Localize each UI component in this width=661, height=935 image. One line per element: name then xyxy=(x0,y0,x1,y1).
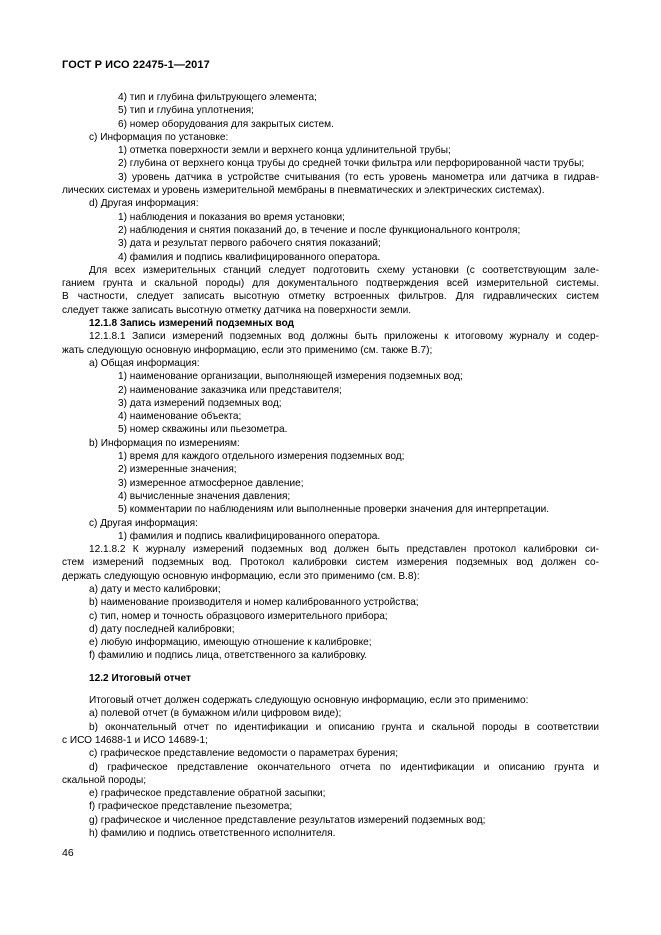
text-line: 5) комментарии по наблюдениям или выполненные проверки значения для интерпретации. xyxy=(118,504,550,516)
text-line: Для всех измерительных станций следует подготовить схему установки (с соответствующим зале- xyxy=(89,264,599,276)
text-line: g) графическое и численное представление результатов измерений подземных вод; xyxy=(89,814,486,826)
text-line: f) графическое представление пьезометра; xyxy=(89,801,293,813)
text-line: 2) глубина от верхнего конца трубы до средней точки фильтра или перфорированной части трубы; xyxy=(118,158,585,170)
text-line: 3) дата измерений подземных вод; xyxy=(118,397,282,409)
section-heading: 12.1.8 Запись измерений подземных вод xyxy=(89,318,295,330)
text-line: 12.1.8.2 К журналу измерений подземных вод должен быть представлен протокол калибровки си- xyxy=(89,544,599,556)
text-line: 3) дата и результат первого рабочего снятия показаний; xyxy=(118,238,381,250)
text-line: В частности, следует записать высотную отметку встроенных фильтров. Для гидравлических систем xyxy=(62,291,599,303)
document-header: ГОСТ Р ИСО 22475-1—2017 xyxy=(62,59,210,71)
text-line: e) любую информацию, имеющую отношение к калибровке; xyxy=(89,637,372,649)
text-line: 6) номер оборудования для закрытых систем. xyxy=(118,118,334,130)
text-line: 1) наименование организации, выполняющей измерения подземных вод; xyxy=(118,371,463,383)
page-number: 46 xyxy=(62,847,74,859)
text-line: d) дату последней калибровки; xyxy=(89,623,235,635)
text-line: 2) наблюдения и снятия показаний до, в течение и после функционального контроля; xyxy=(118,224,521,236)
text-line: 4) фамилия и подпись квалифицированного оператора. xyxy=(118,251,381,263)
text-line: с ИСО 14688-1 и ИСО 14689-1; xyxy=(62,734,208,746)
text-line: c) Информация по установке: xyxy=(89,131,229,143)
text-line: b) окончательный отчет по идентификации и описанию грунта и скальной породы в соответствии xyxy=(89,721,599,733)
text-line: 2) измеренные значения; xyxy=(118,464,237,476)
text-line: лических системах и уровень измерительной мембраны в пневматических и электрических системах). xyxy=(62,185,545,197)
text-line: Итоговый отчет должен содержать следующую основную информацию, если это применимо: xyxy=(89,695,529,707)
text-line: a) Общая информация: xyxy=(89,357,200,369)
text-line: 5) тип и глубина уплотнения; xyxy=(118,105,254,117)
text-line: 1) отметка поверхности земли и верхнего конца удлинительной трубы; xyxy=(118,145,451,157)
text-line: 1) время для каждого отдельного измерения подземных вод; xyxy=(118,451,405,463)
text-line: держать следующую основную информацию, если это применимо (см. В.8): xyxy=(62,570,420,582)
text-line: 4) наименование объекта; xyxy=(118,411,242,423)
text-line: a) полевой отчет (в бумажном и/или цифровом виде); xyxy=(89,708,342,720)
text-line: 1) фамилия и подпись квалифицированного оператора. xyxy=(118,530,381,542)
text-line: 3) уровень датчика в устройстве считывания (то есть уровень манометра или датчика в гидрав- xyxy=(118,171,599,183)
text-line: ганием грунта и скальной породы) для документального подтверждения всей измерительной системы. xyxy=(62,278,599,290)
text-line: a) дату и место калибровки; xyxy=(89,583,221,595)
text-line: 2) наименование заказчика или представителя; xyxy=(118,384,342,396)
text-line: b) Информация по измерениям: xyxy=(89,437,240,449)
text-line: c) Другая информация: xyxy=(89,517,198,529)
text-line: c) графическое представление ведомости о параметрах бурения; xyxy=(89,748,398,760)
text-line: e) графическое представление обратной засыпки; xyxy=(89,788,326,800)
text-line: 5) номер скважины или пьезометра. xyxy=(118,424,288,436)
text-line: 3) измеренное атмосферное давление; xyxy=(118,477,304,489)
text-line: d) Другая информация: xyxy=(89,198,199,210)
text-line: d) графическое представление окончательного отчета по идентификации и описанию грунта и xyxy=(89,761,599,773)
text-line: f) фамилию и подпись лица, ответственного за калибровку. xyxy=(89,650,368,662)
text-line: 4) тип и глубина фильтрующего элемента; xyxy=(118,92,317,103)
text-line: 4) вычисленные значения давления; xyxy=(118,490,291,502)
text-line: h) фамилию и подпись ответственного исполнителя. xyxy=(89,828,336,840)
text-line: стем измерений подземных вод. Протокол калибровки систем измерения подземных вод должен со- xyxy=(62,557,599,569)
text-line: жать следующую основную информацию, если это применимо (см. также В.7); xyxy=(62,344,433,356)
text-line: c) тип, номер и точность образцового измерительного прибора; xyxy=(89,610,388,622)
section-heading: 12.2 Итоговый отчет xyxy=(89,672,191,684)
text-line: 12.1.8.1 Записи измерений подземных вод должны быть приложены к итоговому журналу и содер- xyxy=(89,331,599,343)
text-line: следует также записать высотную отметку датчика на поверхности земли. xyxy=(62,304,412,316)
text-line: 1) наблюдения и показания во время установки; xyxy=(118,211,345,223)
document-body xyxy=(62,91,599,840)
text-line: b) наименование производителя и номер калиброванного устройства; xyxy=(89,597,419,609)
text-line: скальной породы; xyxy=(62,774,147,786)
